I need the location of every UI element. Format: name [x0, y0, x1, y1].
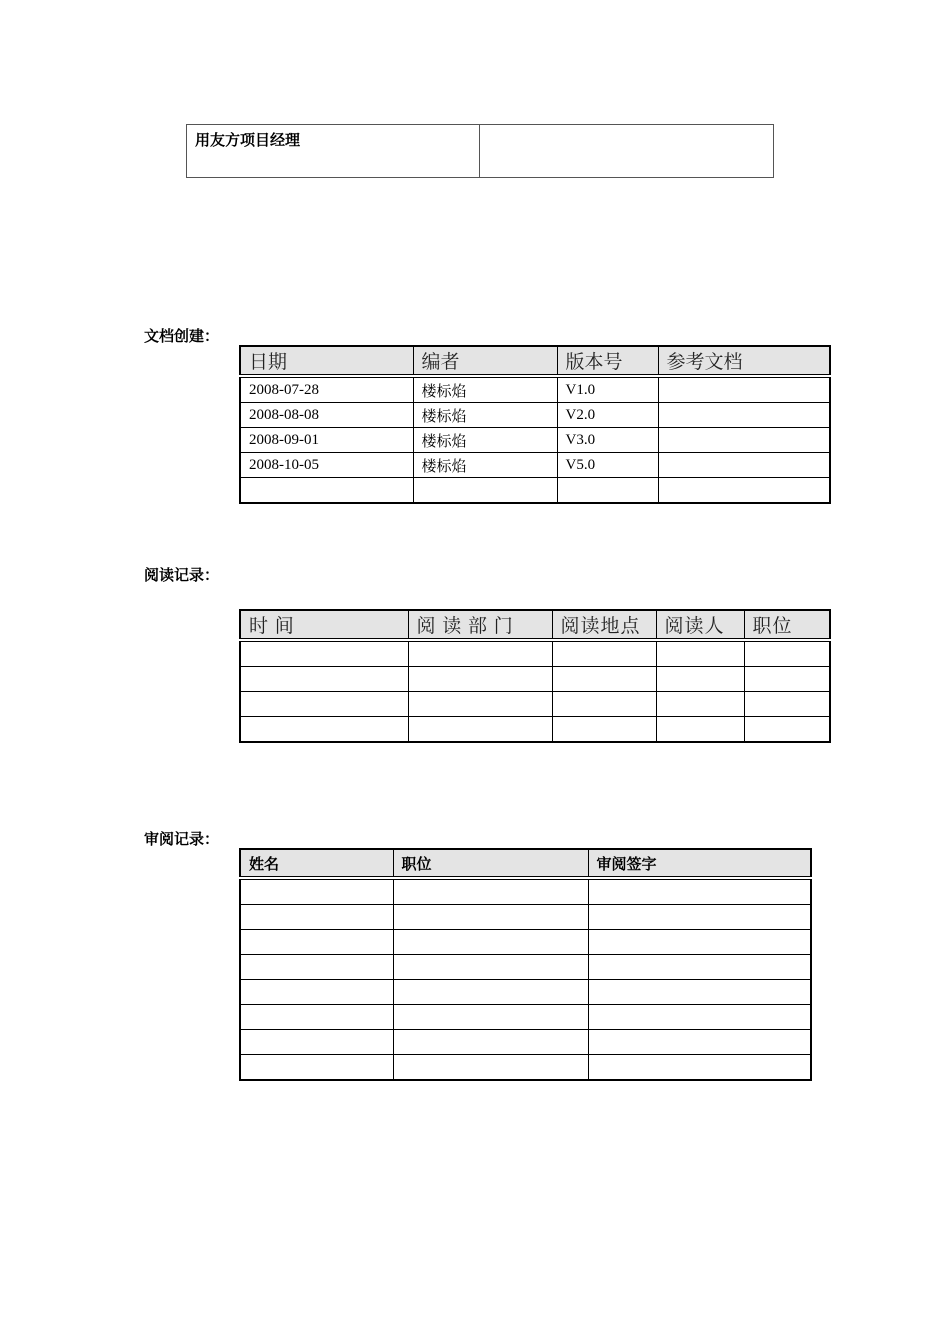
table-row	[240, 980, 811, 1005]
table-row	[240, 1030, 811, 1055]
header-reader: 阅读人	[656, 610, 744, 640]
name-cell[interactable]	[240, 1005, 393, 1030]
name-cell[interactable]	[240, 878, 393, 905]
signature-cell[interactable]	[588, 955, 811, 980]
table-row	[240, 930, 811, 955]
date-cell: 2008-10-05	[240, 453, 413, 478]
signature-cell[interactable]	[588, 878, 811, 905]
table-row	[240, 1055, 811, 1081]
position-cell[interactable]	[744, 640, 830, 667]
name-cell[interactable]	[240, 955, 393, 980]
review-record-header-row	[240, 849, 811, 878]
table-row	[240, 955, 811, 980]
signoff-table	[186, 124, 774, 178]
position-cell[interactable]	[744, 692, 830, 717]
table-row	[240, 905, 811, 930]
name-cell[interactable]	[240, 1030, 393, 1055]
position-cell[interactable]	[393, 930, 588, 955]
editor-cell: 楼标焰	[413, 428, 557, 453]
time-cell[interactable]	[240, 640, 408, 667]
signoff-label: 用友方项目经理	[187, 125, 480, 178]
position-cell[interactable]	[393, 878, 588, 905]
reader-cell[interactable]	[656, 667, 744, 692]
location-cell[interactable]	[552, 717, 656, 743]
signature-cell[interactable]	[588, 980, 811, 1005]
name-cell[interactable]	[240, 1055, 393, 1081]
editor-cell: 楼标焰	[413, 376, 557, 403]
reading-record-table	[239, 609, 831, 743]
review-record-label: 审阅记录：	[144, 830, 220, 848]
location-cell[interactable]	[552, 667, 656, 692]
table-row	[240, 453, 830, 478]
version-cell: V2.0	[557, 403, 658, 428]
dept-cell[interactable]	[408, 692, 552, 717]
reader-cell[interactable]	[656, 640, 744, 667]
position-cell[interactable]	[744, 717, 830, 743]
table-row	[240, 403, 830, 428]
location-cell[interactable]	[552, 640, 656, 667]
reader-cell[interactable]	[656, 692, 744, 717]
review-record-table	[239, 848, 812, 1081]
location-cell[interactable]	[552, 692, 656, 717]
doc-creation-table	[239, 345, 831, 504]
version-cell: V3.0	[557, 428, 658, 453]
date-cell: 2008-09-01	[240, 428, 413, 453]
table-row	[240, 667, 830, 692]
position-cell[interactable]	[393, 1055, 588, 1081]
header-position: 职位	[744, 610, 830, 640]
name-cell[interactable]	[240, 980, 393, 1005]
header-reading-location: 阅读地点	[552, 610, 656, 640]
signature-cell[interactable]	[588, 905, 811, 930]
editor-cell[interactable]	[413, 478, 557, 504]
dept-cell[interactable]	[408, 717, 552, 743]
header-reading-dept: 阅 读 部 门	[408, 610, 552, 640]
editor-cell: 楼标焰	[413, 453, 557, 478]
name-cell[interactable]	[240, 930, 393, 955]
header-review-signature: 审阅签字	[588, 849, 811, 878]
date-cell[interactable]	[240, 478, 413, 504]
table-row	[240, 717, 830, 743]
signoff-row	[187, 125, 774, 178]
table-row	[240, 878, 811, 905]
name-cell[interactable]	[240, 905, 393, 930]
version-cell: V1.0	[557, 376, 658, 403]
reference-cell	[658, 376, 830, 403]
time-cell[interactable]	[240, 692, 408, 717]
position-cell[interactable]	[393, 1005, 588, 1030]
date-cell: 2008-08-08	[240, 403, 413, 428]
signature-cell[interactable]	[588, 1005, 811, 1030]
reader-cell[interactable]	[656, 717, 744, 743]
header-editor: 编者	[413, 346, 557, 376]
table-row	[240, 478, 830, 504]
doc-creation-label: 文档创建：	[144, 327, 220, 345]
table-row	[240, 1005, 811, 1030]
position-cell[interactable]	[393, 980, 588, 1005]
reference-cell	[658, 403, 830, 428]
header-reference-doc: 参考文档	[658, 346, 830, 376]
time-cell[interactable]	[240, 717, 408, 743]
reading-record-label: 阅读记录：	[144, 566, 220, 584]
signoff-value-cell[interactable]	[480, 125, 774, 178]
version-cell[interactable]	[557, 478, 658, 504]
header-version: 版本号	[557, 346, 658, 376]
table-row	[240, 376, 830, 403]
time-cell[interactable]	[240, 667, 408, 692]
date-cell: 2008-07-28	[240, 376, 413, 403]
header-time: 时 间	[240, 610, 408, 640]
header-position: 职位	[393, 849, 588, 878]
signature-cell[interactable]	[588, 930, 811, 955]
position-cell[interactable]	[393, 955, 588, 980]
table-row	[240, 428, 830, 453]
table-row	[240, 692, 830, 717]
reference-cell[interactable]	[658, 478, 830, 504]
table-row	[240, 640, 830, 667]
position-cell[interactable]	[744, 667, 830, 692]
reference-cell	[658, 428, 830, 453]
header-date: 日期	[240, 346, 413, 376]
dept-cell[interactable]	[408, 640, 552, 667]
signature-cell[interactable]	[588, 1030, 811, 1055]
editor-cell: 楼标焰	[413, 403, 557, 428]
position-cell[interactable]	[393, 1030, 588, 1055]
reference-cell	[658, 453, 830, 478]
signature-cell[interactable]	[588, 1055, 811, 1081]
dept-cell[interactable]	[408, 667, 552, 692]
reading-record-header-row	[240, 610, 830, 640]
position-cell[interactable]	[393, 905, 588, 930]
version-cell: V5.0	[557, 453, 658, 478]
header-name: 姓名	[240, 849, 393, 878]
doc-creation-header-row	[240, 346, 830, 376]
